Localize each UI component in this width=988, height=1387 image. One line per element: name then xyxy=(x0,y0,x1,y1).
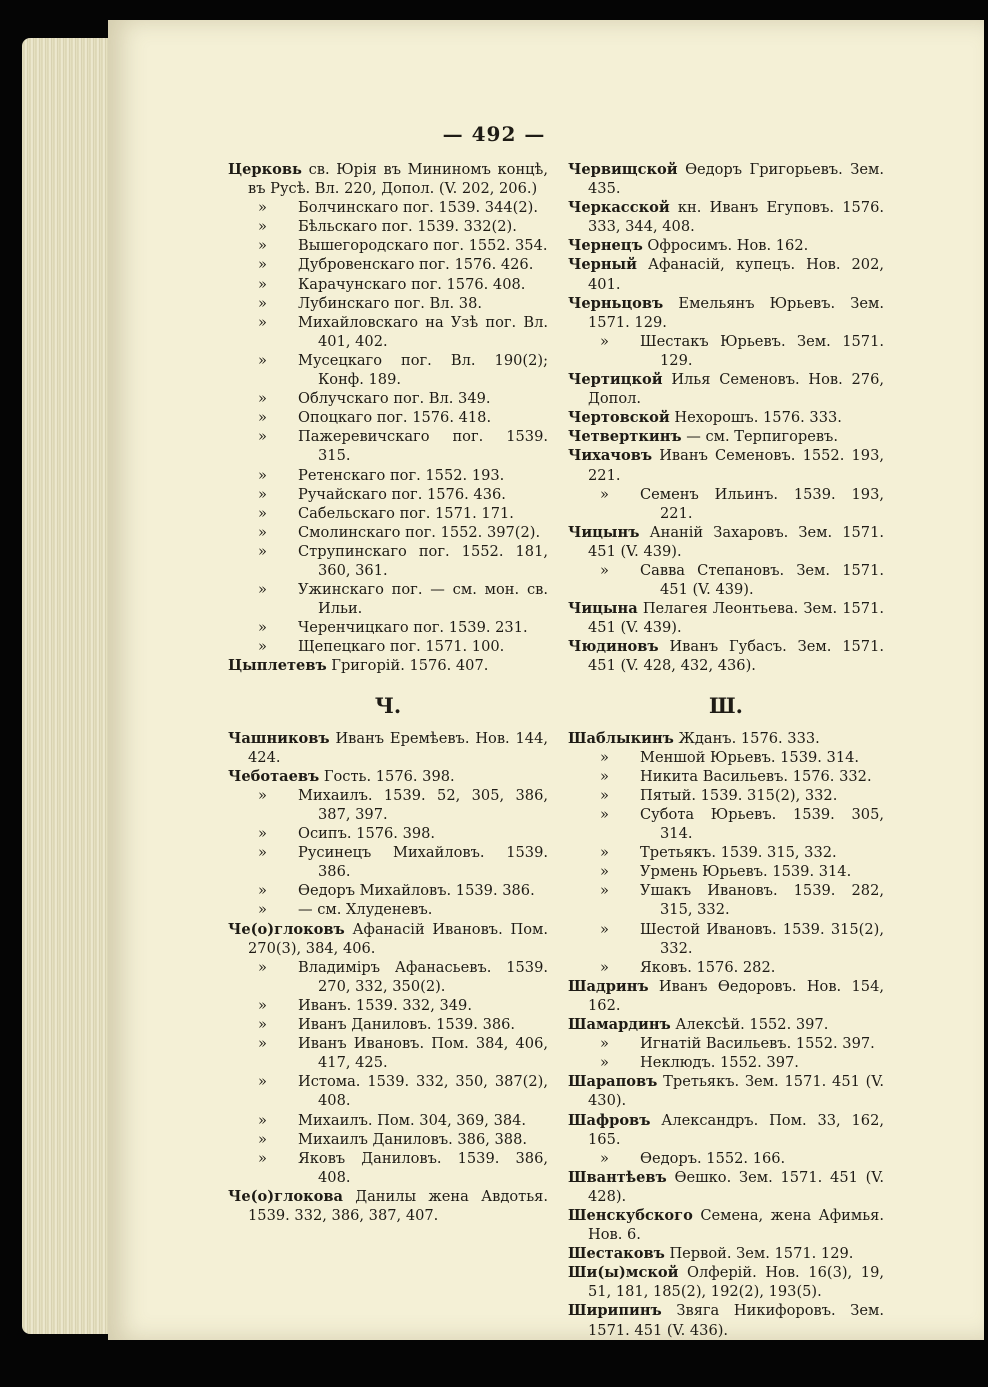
entry-surname: Шадринъ xyxy=(568,977,649,995)
index-subentry xyxy=(568,881,884,919)
ditto-mark: » xyxy=(258,504,267,522)
ditto-mark: » xyxy=(258,958,267,976)
index-entry xyxy=(568,523,884,561)
entry-text: Первой. Зем. 1571. 129. xyxy=(669,1245,854,1263)
entry-text: Никита Васильевъ. 1576. 332. xyxy=(640,767,872,785)
entry-text: Олферій. Нов. 16(3), 19, 51, 181, 185(2), 192(2), 193(5). xyxy=(588,1264,884,1301)
index-subentry xyxy=(568,920,884,958)
entry-text: Бѣльскаго пог. 1539. 332(2). xyxy=(298,218,517,236)
index-subentry xyxy=(228,580,548,618)
index-entry xyxy=(568,160,884,198)
ditto-mark: » xyxy=(258,313,267,331)
index-entry xyxy=(568,1263,884,1301)
ditto-mark: » xyxy=(258,199,267,217)
entry-surname: Чертицкой xyxy=(568,371,663,389)
ditto-mark: » xyxy=(258,1149,267,1167)
index-subentry xyxy=(228,313,548,351)
index-subentry xyxy=(228,900,548,919)
entry-surname: Че(о)глоковъ xyxy=(228,920,345,938)
index-entry xyxy=(568,1072,884,1110)
entry-surname: Чашниковъ xyxy=(228,729,330,747)
ditto-mark: » xyxy=(258,523,267,541)
ditto-mark: » xyxy=(258,996,267,1014)
entry-text: Ручайскаго пог. 1576. 436. xyxy=(298,485,506,503)
entry-text: Иванъ. 1539. 332, 349. xyxy=(298,996,472,1014)
index-entry xyxy=(568,1015,884,1034)
index-entry xyxy=(228,1187,548,1225)
entry-text: Русинецъ Михайловъ. 1539. 386. xyxy=(298,844,548,881)
entry-text: Черенчицкаго пог. 1539. 231. xyxy=(298,619,528,637)
ditto-mark: » xyxy=(600,786,609,804)
index-subentry xyxy=(228,389,548,408)
entry-surname: Шафровъ xyxy=(568,1111,651,1129)
entry-text: Ретенскаго пог. 1552. 193. xyxy=(298,466,505,484)
ditto-mark: » xyxy=(258,428,267,446)
index-entry xyxy=(568,294,884,332)
ditto-mark: » xyxy=(258,825,267,843)
index-subentry xyxy=(228,504,548,523)
entry-text: Михаилъ. Пом. 304, 369, 384. xyxy=(298,1111,527,1129)
entry-text: Яковъ Даниловъ. 1539. 386, 408. xyxy=(298,1149,548,1186)
entry-text: Өедоръ Григорьевъ. Зем. 435. xyxy=(588,161,884,198)
index-entry xyxy=(568,236,884,255)
ditto-mark: » xyxy=(258,294,267,312)
entry-text: Иванъ Ивановъ. Пом. 384, 406, 417, 425. xyxy=(298,1035,548,1072)
ditto-mark: » xyxy=(258,901,267,919)
ditto-mark: » xyxy=(258,351,267,369)
index-entry xyxy=(228,920,548,958)
entry-surname: Чернецъ xyxy=(568,237,643,255)
ditto-mark: » xyxy=(258,485,267,503)
index-entry xyxy=(228,767,548,786)
ditto-mark: » xyxy=(600,1149,609,1167)
entry-text: — см. Хлуденевъ. xyxy=(298,901,433,919)
ditto-mark: » xyxy=(600,332,609,350)
ditto-mark: » xyxy=(600,561,609,579)
index-column-right xyxy=(568,160,884,1340)
ditto-mark: » xyxy=(258,218,267,236)
entry-text: Опоцкаго пог. 1576. 418. xyxy=(298,409,492,427)
index-subentry xyxy=(228,1149,548,1187)
section-letter: Ш. xyxy=(709,692,743,718)
entry-surname: Чеботаевъ xyxy=(228,767,320,785)
entry-surname: Шамардинъ xyxy=(568,1016,671,1034)
index-entry xyxy=(228,656,548,675)
ditto-mark: » xyxy=(258,882,267,900)
entry-text: Өедоръ. 1552. 166. xyxy=(640,1149,786,1167)
entry-text: Меншой Юрьевъ. 1539. 314. xyxy=(640,748,860,766)
entry-text: св. Юрія въ Мининомъ концѣ, въ Русѣ. Вл. 220, Допол. (V. 202, 206.) xyxy=(248,161,548,198)
index-subentry xyxy=(228,618,548,637)
index-subentry xyxy=(228,217,548,236)
index-subentry xyxy=(228,198,548,217)
ditto-mark: » xyxy=(258,786,267,804)
entry-surname: Четверткинъ xyxy=(568,428,682,446)
ditto-mark: » xyxy=(258,409,267,427)
index-entry xyxy=(568,370,884,408)
index-entry xyxy=(568,1206,884,1244)
entry-text: Алексѣй. 1552. 397. xyxy=(675,1016,829,1034)
section-letter: Ч. xyxy=(374,692,402,718)
ditto-mark: » xyxy=(600,863,609,881)
index-subentry xyxy=(228,466,548,485)
index-subentry xyxy=(228,637,548,656)
entry-text: Лубинскаго пог. Вл. 38. xyxy=(298,294,482,312)
entry-text: Яковъ. 1576. 282. xyxy=(640,958,776,976)
ditto-mark: » xyxy=(258,619,267,637)
entry-surname: Шаблыкинъ xyxy=(568,729,674,747)
index-entry xyxy=(568,255,884,293)
entry-text: Дубровенскаго пог. 1576. 426. xyxy=(298,256,534,274)
entry-text: Истома. 1539. 332, 350, 387(2), 408. xyxy=(298,1073,548,1110)
index-subentry xyxy=(228,843,548,881)
entry-surname: Цыплетевъ xyxy=(228,657,327,675)
index-entry xyxy=(568,1168,884,1206)
ditto-mark: » xyxy=(258,1111,267,1129)
entry-text: Неклюдъ. 1552. 397. xyxy=(640,1054,799,1072)
entry-text: Ананій Захаровъ. Зем. 1571. 451 (V. 439). xyxy=(588,523,885,560)
index-subentry xyxy=(568,958,884,977)
index-entry xyxy=(568,977,884,1015)
index-entry xyxy=(568,637,884,675)
entry-text: Пажеревичскаго пог. 1539. 315. xyxy=(298,428,548,465)
entry-text: Нехорошъ. 1576. 333. xyxy=(674,409,842,427)
entry-surname: Швантѣевъ xyxy=(568,1168,667,1186)
entry-text: Григорій. 1576. 407. xyxy=(331,657,489,675)
index-subentry xyxy=(228,427,548,465)
ditto-mark: » xyxy=(600,882,609,900)
index-subentry xyxy=(228,1034,548,1072)
ditto-mark: » xyxy=(258,581,267,599)
entry-text: Болчинскаго пог. 1539. 344(2). xyxy=(298,199,538,217)
entry-text: кн. Иванъ Егуповъ. 1576. 333, 344, 408. xyxy=(588,199,884,236)
entry-text: Урмень Юрьевъ. 1539. 314. xyxy=(640,863,852,881)
entry-surname: Чюдиновъ xyxy=(568,638,659,656)
entry-text: Михаилъ Даниловъ. 386, 388. xyxy=(298,1130,528,1148)
ditto-mark: » xyxy=(258,542,267,560)
index-subentry xyxy=(228,523,548,542)
entry-surname: Чицына xyxy=(568,600,638,618)
entry-surname: Чихачовъ xyxy=(568,447,653,465)
entry-text: Өедоръ Михайловъ. 1539. 386. xyxy=(298,882,535,900)
ditto-mark: » xyxy=(600,844,609,862)
entry-text: Третьякъ. 1539. 315, 332. xyxy=(640,844,837,862)
entry-text: Илья Семеновъ. Нов. 276, Допол. xyxy=(588,371,885,408)
index-column-left xyxy=(228,160,548,1225)
index-subentry xyxy=(228,786,548,824)
index-subentry xyxy=(228,408,548,427)
index-subentry xyxy=(568,748,884,767)
entry-text: Карачунскаго пог. 1576. 408. xyxy=(298,275,526,293)
entry-text: Щепецкаго пог. 1571. 100. xyxy=(298,638,505,656)
entry-text: Шестакъ Юрьевъ. Зем. 1571. 129. xyxy=(640,332,884,369)
entry-surname: Черный xyxy=(568,256,637,274)
ditto-mark: » xyxy=(258,466,267,484)
index-subentry xyxy=(228,255,548,274)
entry-surname: Шестаковъ xyxy=(568,1245,665,1263)
index-subentry xyxy=(568,786,884,805)
ditto-mark: » xyxy=(600,1035,609,1053)
entry-text: Афанасій Ивановъ. Пом. 270(3), 384, 406. xyxy=(248,920,548,957)
ditto-mark: » xyxy=(258,275,267,293)
index-subentry xyxy=(228,236,548,255)
index-entry xyxy=(228,729,548,767)
ditto-mark: » xyxy=(600,920,609,938)
index-subentry xyxy=(228,1111,548,1130)
index-entry xyxy=(568,599,884,637)
entry-text: Шестой Ивановъ. 1539. 315(2), 332. xyxy=(640,920,884,957)
index-entry xyxy=(568,408,884,427)
index-subentry xyxy=(228,1130,548,1149)
entry-text: Ушакъ Ивановъ. 1539. 282, 315, 332. xyxy=(640,882,884,919)
entry-text: Офросимъ. Нов. 162. xyxy=(647,237,809,255)
ditto-mark: » xyxy=(600,767,609,785)
entry-text: Емельянъ Юрьевъ. Зем. 1571. 129. xyxy=(588,294,884,331)
entry-text: Ужинскаго пог. — см. мон. св. Ильи. xyxy=(298,581,548,618)
index-entry xyxy=(228,160,548,198)
index-subentry xyxy=(228,958,548,996)
index-subentry xyxy=(228,1015,548,1034)
entry-text: Афанасій, купецъ. Нов. 202, 401. xyxy=(588,256,884,293)
entry-text: Өешко. Зем. 1571. 451 (V. 428). xyxy=(588,1168,884,1205)
entry-text: Гость. 1576. 398. xyxy=(323,767,455,785)
ditto-mark: » xyxy=(600,806,609,823)
entry-text: Владиміръ Афанасьевъ. 1539. 270, 332, 350(2). xyxy=(298,958,548,995)
entry-text: Струпинскаго пог. 1552. 181, 360, 361. xyxy=(298,542,548,579)
index-subentry xyxy=(228,351,548,389)
ditto-mark: » xyxy=(258,844,267,862)
entry-text: Субота Юрьевъ. 1539. 305, 314. xyxy=(640,806,884,843)
index-subentry xyxy=(568,1034,884,1053)
entry-surname: Шараповъ xyxy=(568,1073,658,1091)
entry-text: Мусецкаго пог. Вл. 190(2); Конф. 189. xyxy=(298,351,548,389)
entry-text: — см. Терпигоревъ. xyxy=(686,428,838,446)
book-page-edges xyxy=(22,38,112,1334)
entry-surname: Церковь xyxy=(228,161,302,178)
entry-surname: Че(о)глокова xyxy=(228,1187,343,1205)
ditto-mark: » xyxy=(258,1073,267,1091)
index-entry xyxy=(568,1244,884,1263)
ditto-mark: » xyxy=(258,390,267,408)
index-subentry xyxy=(228,1072,548,1110)
index-subentry xyxy=(228,485,548,504)
entry-text: Вышегородскаго пог. 1552. 354. xyxy=(298,237,548,255)
entry-text: Жданъ. 1576. 333. xyxy=(678,729,820,747)
entry-text: Савва Степановъ. Зем. 1571. 451 (V. 439). xyxy=(640,561,884,599)
entry-text: Игнатій Васильевъ. 1552. 397. xyxy=(640,1035,875,1053)
entry-text: Иванъ Семеновъ. 1552. 193, 221. xyxy=(588,447,884,484)
ditto-mark: » xyxy=(258,638,267,656)
index-subentry xyxy=(228,881,548,900)
index-subentry xyxy=(568,561,884,599)
entry-text: Третьякъ. Зем. 1571. 451 (V. 430). xyxy=(588,1073,884,1110)
entry-surname: Ширипинъ xyxy=(568,1302,662,1320)
index-entry xyxy=(568,729,884,748)
entry-text: Семена, жена Афимья. Нов. 6. xyxy=(588,1206,884,1244)
entry-surname: Ши(ы)мской xyxy=(568,1264,679,1282)
entry-text: Осипъ. 1576. 398. xyxy=(298,825,436,843)
index-subentry xyxy=(568,862,884,881)
index-entry xyxy=(568,427,884,446)
entry-surname: Шенскубского xyxy=(568,1206,693,1224)
entry-surname: Черньцовъ xyxy=(568,294,664,312)
index-subentry xyxy=(228,824,548,843)
index-subentry xyxy=(568,485,884,523)
index-entry xyxy=(568,446,884,484)
entry-text: Иванъ Даниловъ. 1539. 386. xyxy=(298,1016,516,1034)
entry-text: Смолинскаго пог. 1552. 397(2). xyxy=(298,523,541,541)
entry-text: Семенъ Ильинъ. 1539. 193, 221. xyxy=(640,485,884,522)
index-subentry xyxy=(228,542,548,580)
ditto-mark: » xyxy=(600,1054,609,1072)
ditto-mark: » xyxy=(258,256,267,274)
entry-text: Иванъ Өедоровъ. Нов. 154, 162. xyxy=(588,977,884,1014)
ditto-mark: » xyxy=(258,237,267,255)
entry-text: Пелагея Леонтьева. Зем. 1571. 451 (V. 439). xyxy=(588,600,884,637)
entry-surname: Червищской xyxy=(568,161,678,178)
index-subentry xyxy=(568,1053,884,1072)
entry-text: Облучскаго пог. Вл. 349. xyxy=(298,390,491,408)
index-subentry xyxy=(228,275,548,294)
index-subentry xyxy=(228,294,548,313)
index-subentry xyxy=(568,332,884,370)
ditto-mark: » xyxy=(258,1130,267,1148)
ditto-mark: » xyxy=(258,1035,267,1053)
entry-text: Сабельскаго пог. 1571. 171. xyxy=(298,504,514,522)
entry-text: Пятый. 1539. 315(2), 332. xyxy=(640,786,838,804)
index-subentry xyxy=(568,843,884,862)
ditto-mark: » xyxy=(258,1016,267,1034)
ditto-mark: » xyxy=(600,958,609,976)
entry-text: Звяга Никифоровъ. Зем. 1571. 451 (V. 436). xyxy=(588,1302,885,1339)
entry-text: Иванъ Еремѣевъ. Нов. 144, 424. xyxy=(248,729,549,766)
entry-surname: Чертовской xyxy=(568,409,670,427)
index-entry xyxy=(568,1111,884,1149)
page-number: — 492 — xyxy=(442,122,546,146)
index-subentry xyxy=(568,1149,884,1168)
index-entry xyxy=(568,1301,884,1339)
index-subentry xyxy=(568,767,884,786)
entry-text: Михайловскаго на Узѣ пог. Вл. 401, 402. xyxy=(298,313,548,350)
index-subentry xyxy=(568,805,884,843)
ditto-mark: » xyxy=(600,748,609,766)
entry-text: Данилы жена Авдотья. 1539. 332, 386, 387, 407. xyxy=(248,1187,548,1224)
index-subentry xyxy=(228,996,548,1015)
entry-surname: Чицынъ xyxy=(568,523,640,541)
entry-text: Михаилъ. 1539. 52, 305, 386, 387, 397. xyxy=(298,786,548,823)
index-entry xyxy=(568,198,884,236)
ditto-mark: » xyxy=(600,485,609,503)
entry-text: Александръ. Пом. 33, 162, 165. xyxy=(588,1111,885,1148)
entry-text: Иванъ Губасъ. Зем. 1571. 451 (V. 428, 432, 436). xyxy=(588,638,885,675)
entry-surname: Черкасской xyxy=(568,199,670,217)
